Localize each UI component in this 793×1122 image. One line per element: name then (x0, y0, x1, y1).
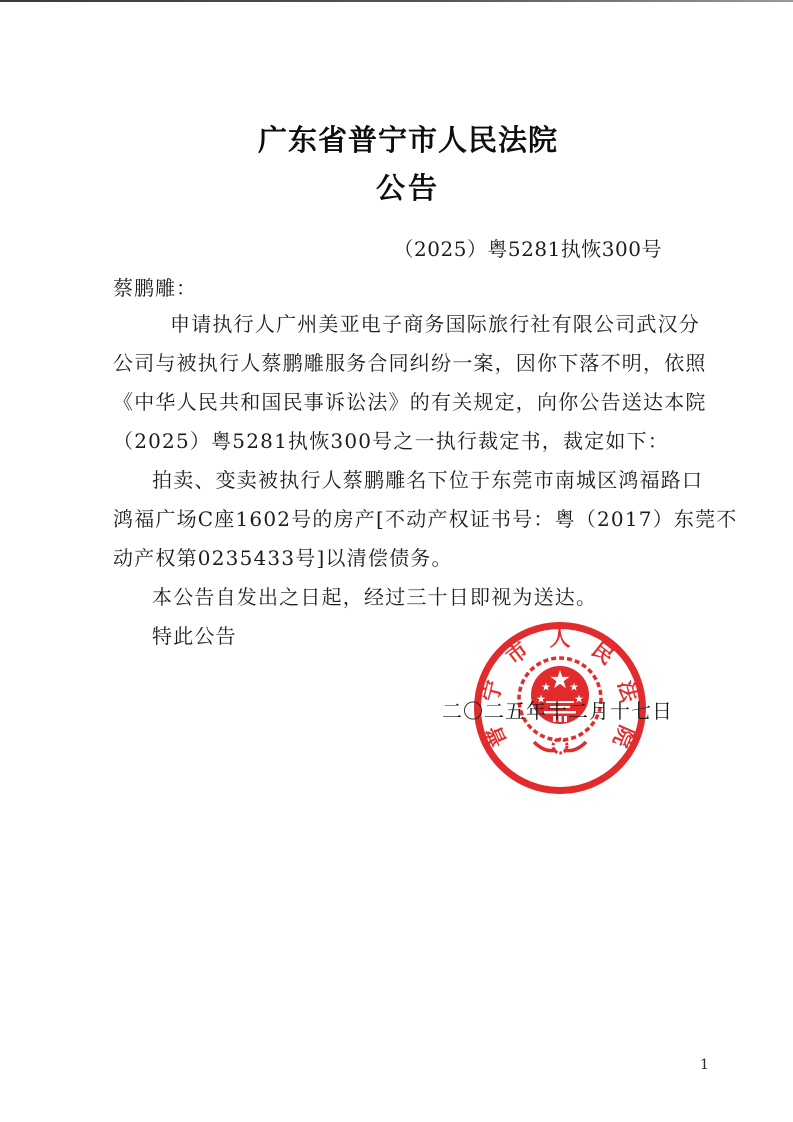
doc-type-title: 公告 (375, 171, 440, 205)
announcement-body (113, 305, 738, 656)
seal-char: 人 (549, 625, 571, 651)
seal-char: 普 (480, 721, 512, 752)
seal-char: 法 (613, 677, 643, 705)
recipient-name: 蔡鹏雕： (113, 276, 197, 300)
body-line: （2025）粤5281执恢300号之一执行裁定书，裁定如下： (113, 429, 669, 453)
body-line: 动产权第0235433号]以清偿债务。 (113, 546, 453, 570)
body-line: 申请执行人广州美亚电子商务国际旅行社有限公司武汉分 (170, 312, 700, 336)
body-line: 拍卖、变卖被执行人蔡鹏雕名下位于东莞市南城区鸿福路口 (152, 468, 704, 492)
seal-char: 宁 (477, 677, 507, 705)
body-line: 公司与被执行人蔡鹏雕服务合同纠纷一案，因你下落不明，依照 (113, 351, 707, 375)
seal-char: 民 (587, 636, 620, 670)
page-number: 1 (700, 1057, 709, 1073)
body-line: 特此公告 (152, 624, 237, 648)
case-number: （2025）粤5281执恢300号 (393, 237, 662, 261)
body-line: 鸿福广场C座1602号的房产[不动产权证书号：粤（2017）东莞不 (113, 507, 738, 531)
court-name-title: 广东省普宁市人民法院 (257, 123, 558, 157)
scan-top-edge-line (0, 0, 793, 2)
body-line: 《中华人民共和国民事诉讼法》的有关规定，向你公告送达本院 (113, 390, 707, 414)
issue-date: 二〇二五年十二月十七日 (442, 699, 673, 723)
seal-char: 院 (608, 721, 640, 752)
body-line: 本公告自发出之日起，经过三十日即视为送达。 (152, 585, 598, 609)
seal-char: 市 (500, 636, 533, 670)
